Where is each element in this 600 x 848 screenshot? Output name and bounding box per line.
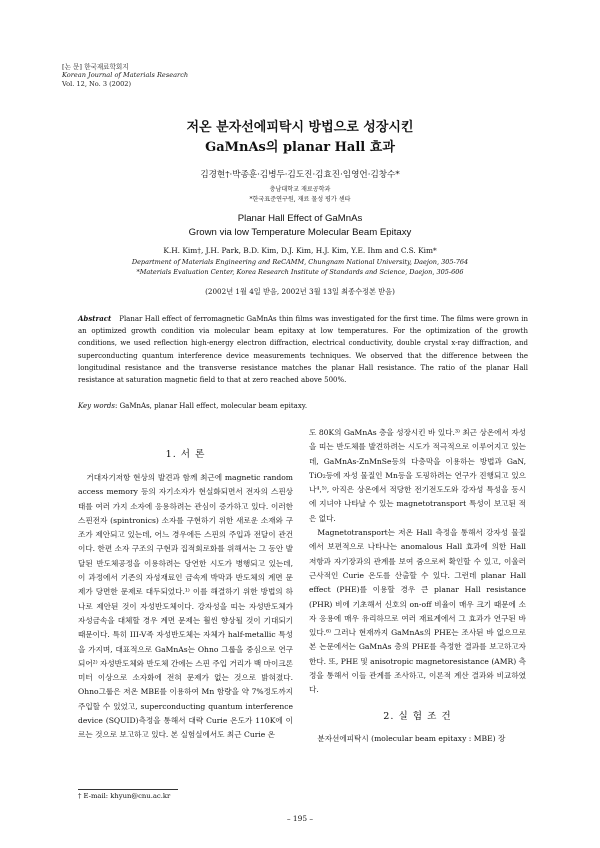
- journal-volume: Vol. 12, No. 3 (2002): [62, 79, 132, 88]
- right-column: [309, 426, 526, 746]
- title-korean-line1: 저온 분자선에피탁시 방법으로 성장시킨: [186, 120, 414, 135]
- title-english: [0, 212, 600, 239]
- affiliation-english-line1: Department of Materials Engineering and ReCAMM, Chungnam National University, Daejon, 305-764: [131, 258, 469, 266]
- received-dates: (2002년 1월 4일 받음, 2002년 3월 13일 최종수정본 받음): [205, 287, 395, 296]
- left-column: [78, 448, 293, 743]
- footnote-email: † E-mail: khyun@cnu.ac.kr: [78, 792, 171, 800]
- title-english-line1: Planar Hall Effect of GaMnAs: [237, 213, 363, 224]
- right-paragraph-3: 분자선에피탁시 (molecular beam epitaxy : MBE) 장: [317, 733, 506, 743]
- keywords: [78, 402, 528, 410]
- footnote-divider: [78, 789, 178, 790]
- title-english-line2: Grown via low Temperature Molecular Beam Epitaxy: [188, 226, 412, 238]
- abstract-label: Abstract: [78, 314, 112, 323]
- right-paragraph-1: 도 80K의 GaMnAs 층을 성장시킨 바 있다.³⁾ 최근 상온에서 자성을 띠는 반도체를 발견하려는 시도가 적극적으로 이루어지고 있는데, GaMnAs-ZnMnSe등의 다층막을 이용하는 방법과 GaN, TiO₂등에 자성 물질인 Mn등을 도핑하려는 연구가 진행되고 있으나⁴,⁵⁾, 아직은 상온에서 적당한 전기전도도와 강자성 특성을 동시에 지녀야 나타날 수 있는 magnetotransport 특성이 보고된 적은 없다.: [309, 428, 526, 523]
- keywords-label: Key words: [78, 402, 115, 410]
- journal-name-en: Korean Journal of Materials Research: [62, 71, 189, 80]
- abstract: [78, 313, 528, 386]
- affiliation-korean-line2: *한국표준연구원, 재료 물성 평가 센타: [249, 195, 351, 203]
- section-heading-experimental: 2. 실 험 조 건: [383, 710, 452, 722]
- right-paragraph-2: Magnetotransport는 저온 Hall 측정을 통해서 강자성 물질에서 보편적으로 나타나는 anomalous Hall 효과에 의한 Hall 저항과 자기장과의 관계를 보여 줌으로써 확인할 수 있고, 이울러 근사적인 Curie 온도를 산출할 수 있다. 그런데 planar Hall effect (PHE)를 이용할 경우 큰 planar Hall resistance (PHR) 비에 기초해서 신호의 on-off 비율이 매우 크기 때문에 소자 응용에 매우 유리하므로 여러 재료계에서 그 효과가 연구된 바 있다.⁶⁾ 그러나 현재까지 GaMnAs의 PHE는 조사된 바 없으므로 본 논문에서는 GaMnAs 층의 PHE를 측정한 결과를 보고하고자 한다. 또, PHE 및 anisotropic magnetoresistance (AMR) 측정을 통해서 이들 관계를 조사하고, 이론적 계산 결과와 비교하였다.: [309, 528, 526, 695]
- title-korean: [0, 118, 600, 158]
- keywords-text: : GaMnAs, planar Hall effect, molecular beam epitaxy.: [115, 402, 308, 410]
- introduction-paragraph: 거대자기저항 현상의 발견과 함께 최근에 magnetic random access memory 등의 자기소자가 현실화되면서 전자의 스핀상태를 여러 가지 소자에 응용하려는 관심이 증가하고 있다. 이러한 스핀전자 (spintronics) 소자를 구현하기 위한 새로운 소재와 구조가 제안되고 있는데, 어느 경우에든 스핀의 주입과 전달이 관건이다. 한편 소자 구조의 구현과 집적회로화를 위해서는 그 동안 발달된 반도체공정을 이용하려는 당연한 시도가 병행되고 있는데, 이 과정에서 기존의 자성재료인 금속계 박막과 반도체의 계면 문제가 당면한 문제로 대두되었다.¹⁾ 이를 해결하기 위한 방법의 하나로 제안된 것이 자성반도체이다. 강자성을 띠는 자성반도체가 자성금속을 대체할 경우 계면 문제는 훨씬 향상될 것이 기대되기 때문이다. 특히 III-V족 자성반도체는 자체가 half-metallic 특성을 가지며, 대표적으로 GaMnAs는 Ohno 그룹을 중심으로 연구되어²⁾ 자성반도체와 반도체 간에는 스핀 주입 거리가 백 마이크론미터 이상으로 소자화에 전혀 문제가 없는 것으로 밝혀졌다. Ohno그룹은 저온 MBE를 이용하여 Mn 함량을 약 7%정도까지 주입할 수 있었고, superconducting quantum interference device (SQUID)측정을 통해서 대략 Curie 온도가 110K에 이르는 것으로 보고하고 있다. 본 실험실에서도 최근 Curie 온: [78, 473, 293, 740]
- title-korean-line2: GaMnAs의 planar Hall 효과: [205, 140, 395, 155]
- journal-name-ko: [논 문] 한국재료학회지: [62, 63, 129, 71]
- affiliation-english-line2: *Materials Evaluation Center, Korea Research Institute of Standards and Science, Daejon, 305-606: [136, 267, 464, 276]
- journal-header: [62, 63, 188, 88]
- page-number: – 195 –: [286, 814, 314, 823]
- section-heading-introduction: 1. 서 론: [165, 449, 206, 460]
- authors-english: K.H. Kim†, J.H. Park, B.D. Kim, D.J. Kim, H.J. Kim, Y.E. Ihm and C.S. Kim*: [163, 246, 437, 255]
- authors-korean: 김경현†·박종훈·김병두·김도진·김효진·임영언·김창수*: [200, 170, 400, 180]
- affiliation-english: [0, 258, 600, 278]
- affiliation-korean: [0, 185, 600, 204]
- abstract-text: Planar Hall effect of ferromagnetic GaMnAs thin films was investigated for the first time. The films were grown in an optimized growth condition via molecular beam epitaxy at low temperatures. For the optimization of the growth conditions, we used reflection high-energy electron diffraction, electrical conductivity, double crystal x-ray diffraction, and superconducting quantum interference device measurements techniques. We observed that the difference between the longitudinal resistance and the transverse resistance matches the planar Hall resistance. The ratio of the planar Hall resistance at saturation magnetic field to that at zero reached above 500%.: [78, 315, 528, 385]
- affiliation-korean-line1: 충남대학교 재료공학과: [269, 186, 331, 193]
